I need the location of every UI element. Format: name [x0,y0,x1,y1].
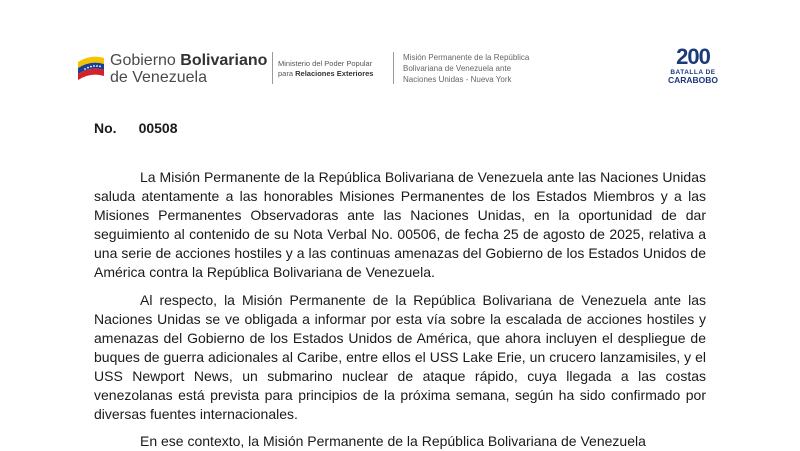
bicentennial-caption: BATALLA DE [670,69,716,76]
note-number-label: No. [94,120,117,136]
ministry-name: Ministerio del Poder Popular para Relaciones Exteriores [278,59,374,78]
venezuela-flag-icon [76,50,106,80]
note-number [94,120,178,136]
mission-name: Misión Permanente de la República Bolivariana de Venezuela ante Naciones Unidas - Nueva York [403,53,530,84]
note-number-value: 00508 [138,120,178,136]
government-name: Gobierno Bolivariano [110,52,268,69]
body-paragraph: Al respecto, la Misión Permanente de la República Bolivariana de Venezuela ante las Naciones Unidas se ve obligada a informar por esta vía sobre la escalada de acciones hostiles y amenazas del Gobierno de los Estados Unidos de América, que ahora incluyen el despliegue de buques de guerra adicionales al Caribe, entre ellos el USS Lake Erie, un crucero lanzamisiles, y el USS Newport News, un submarino nuclear de ataque rápido, cuya llegada a las costas venezolanas está prevista para principios de la próxima semana, según ha sido confirmado por diversas fuentes internacionales. [94,292,706,422]
letterhead-divider [272,52,273,84]
bicentennial-caption-name: CARABOBO [667,75,719,85]
body-paragraph: La Misión Permanente de la República Bolivariana de Venezuela ante las Naciones Unidas saluda atentamente a las honorables Misiones Permanentes de los Estados Miembros y a las Misiones Permanentes Observadoras ante las Naciones Unidas, en la oportunidad de dar seguimiento al contenido de su Nota Verbal No. 00506, de fecha 25 de agosto de 2025, relativa a una serie de acciones hostiles y a las continuas amenazas del Gobierno de los Estados Unidos de América contra la República Bolivariana de Venezuela. [94,169,706,280]
bicentennial-number: 200 [676,44,710,69]
letterhead-divider [393,52,394,84]
body-paragraph: En ese contexto, la Misión Permanente de la República Bolivariana de Venezuela [140,433,646,449]
letterhead [0,0,800,100]
bicentennial-logo [660,46,726,86]
government-name-line2: de Venezuela [110,69,207,86]
